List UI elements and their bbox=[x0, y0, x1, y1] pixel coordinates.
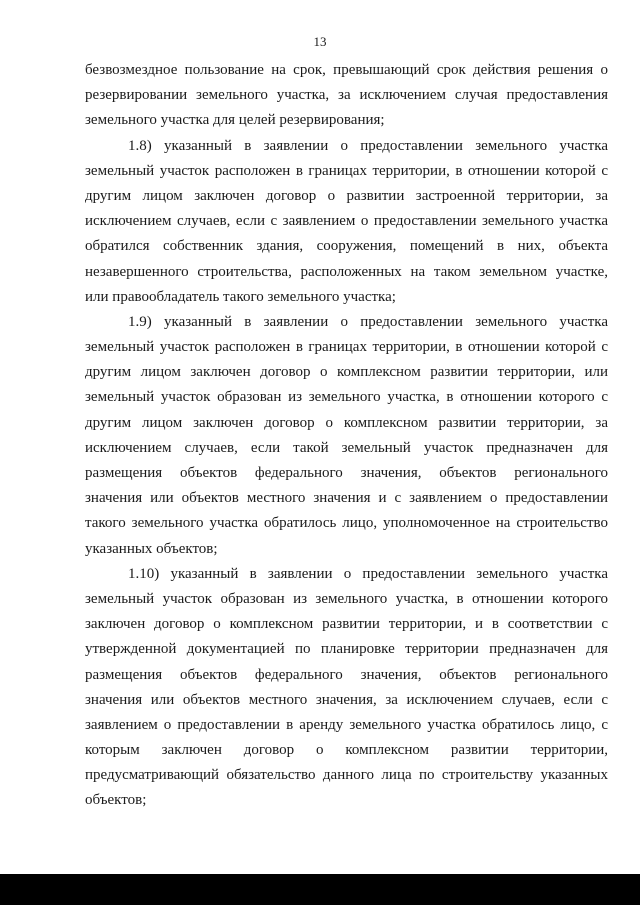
text-line: земельный участок расположен в границах территории, в отношении которой с bbox=[85, 339, 608, 356]
page-number: 13 bbox=[313, 34, 327, 49]
text-line: земельного участка для целей резервирования; bbox=[85, 112, 385, 129]
text-line: размещения объектов федерального значения, объектов регионального bbox=[85, 465, 608, 481]
text-line: другим лицом заключен договор о развитии застроенной территории, за bbox=[85, 187, 608, 204]
text-line: такого земельного участка обратилось лицо, уполномоченное на строительство bbox=[85, 515, 608, 532]
text-line: другим лицом заключен договор о комплексном развитии территории, за bbox=[85, 414, 608, 431]
text-line: резервировании земельного участка, за исключением случая предоставления bbox=[85, 87, 608, 104]
scan-bottom-edge bbox=[0, 874, 640, 905]
text-line: предусматривающий обязательство данного лица по строительству указанных bbox=[85, 767, 608, 784]
paragraph-clause-1-9 bbox=[85, 310, 608, 562]
text-line: земельный участок образован из земельного участка, в отношении которого с bbox=[85, 389, 608, 406]
text-line: заключен договор о комплексном развитии территории, и в соответствии с bbox=[85, 616, 608, 633]
text-line: которым заключен договор о комплексном развитии территории, bbox=[85, 742, 608, 759]
document-body bbox=[85, 58, 608, 814]
paragraph-clause-1-8 bbox=[85, 134, 608, 310]
text-line: объектов; bbox=[85, 792, 147, 809]
text-line: другим лицом заключен договор о комплексном развитии территории, или bbox=[85, 364, 608, 381]
text-line: 1.10) указанный в заявлении о предоставлении земельного участка bbox=[128, 565, 608, 582]
paragraph-clause-1-10 bbox=[85, 562, 608, 814]
text-line: исключением случаев, если с заявлением о предоставлении земельного участка bbox=[85, 213, 608, 230]
text-line: размещения объектов федерального значения, объектов регионального bbox=[85, 666, 608, 683]
text-line: заявлением о предоставлении в аренду земельного участка обратилось лицо, с bbox=[85, 716, 608, 733]
text-line: земельный участок расположен в границах территории, в отношении которой с bbox=[85, 162, 608, 179]
text-line: значения или объектов местного значения, за исключением случаев, если с bbox=[85, 691, 608, 708]
text-line: 1.8) указанный в заявлении о предоставлении земельного участка bbox=[128, 137, 608, 154]
text-line: утвержденной документацией по планировке территории предназначен для bbox=[85, 641, 608, 658]
paragraph-continuation bbox=[85, 58, 608, 134]
text-line: земельный участок образован из земельного участка, в отношении которого bbox=[85, 590, 608, 607]
text-line: значения или объектов местного значения и с заявлением о предоставлении bbox=[85, 490, 608, 507]
text-line: обратился собственник здания, сооружения, помещений в них, объекта bbox=[85, 238, 608, 255]
text-line: или правообладатель такого земельного участка; bbox=[85, 288, 396, 305]
text-line: незавершенного строительства, расположенных на таком земельном участке, bbox=[85, 263, 608, 280]
text-line: указанных объектов; bbox=[85, 540, 218, 557]
text-line: 1.9) указанный в заявлении о предоставлении земельного участка bbox=[128, 313, 608, 330]
text-line: безвозмездное пользование на срок, превышающий срок действия решения о bbox=[85, 62, 608, 78]
text-line: исключением случаев, если такой земельный участок предназначен для bbox=[85, 439, 608, 456]
